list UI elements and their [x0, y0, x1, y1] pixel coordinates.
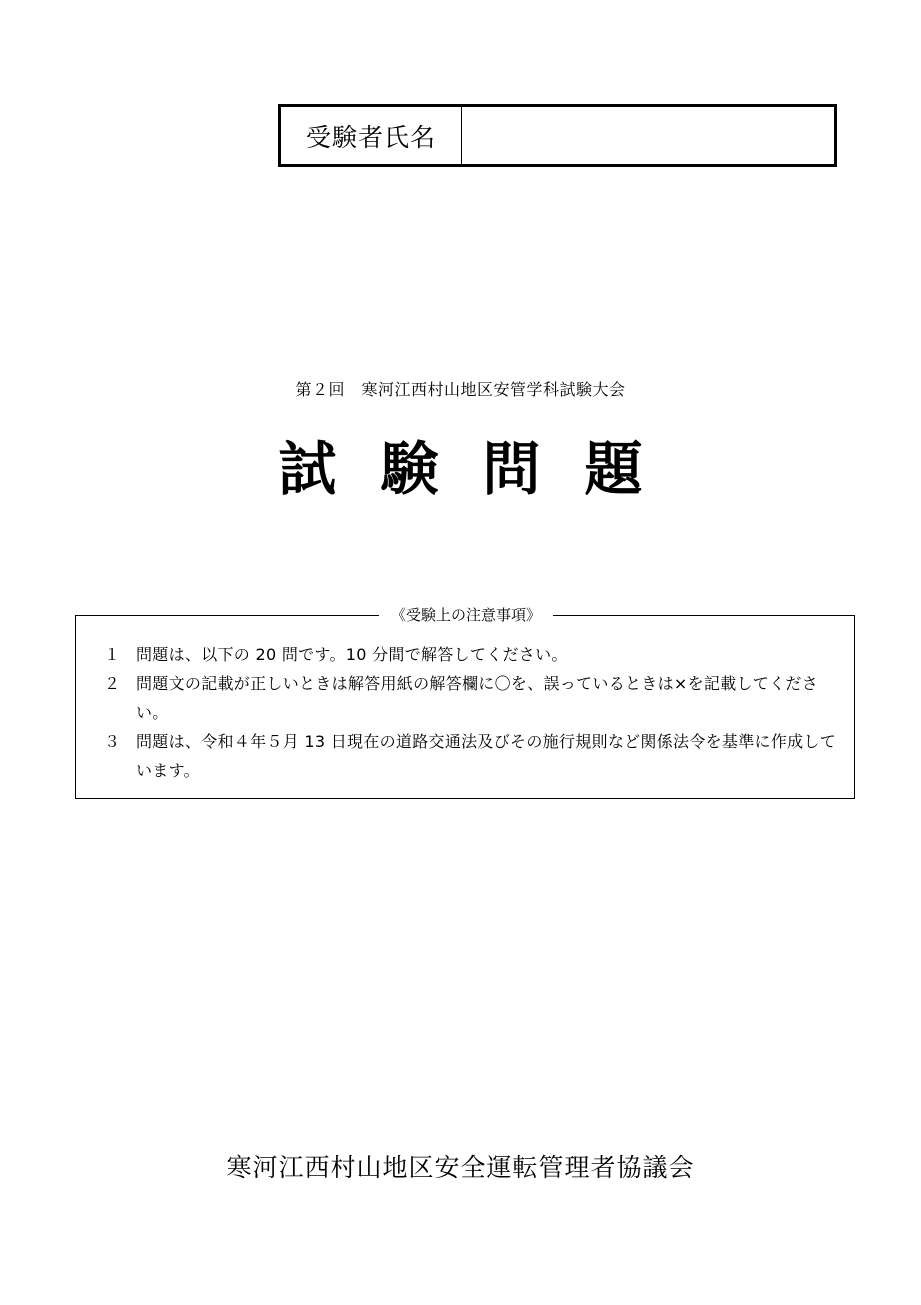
examinee-name-box [278, 104, 837, 167]
page-title: 試験問題 [278, 435, 687, 503]
notice-item [104, 727, 844, 785]
notice-item-number: ２ [104, 674, 121, 693]
notice-item-text: 問題は、令和４年５月 13 日現在の道路交通法及びその施行規則など関係法令を基準に作成しています。 [136, 732, 837, 780]
examinee-name-label: 受験者氏名 [281, 107, 462, 164]
notice-list [104, 640, 844, 785]
notice-item-text: 問題文の記載が正しいときは解答用紙の解答欄に〇を、誤っているときは×を記載してください。 [136, 674, 819, 722]
notice-heading-text: 《受験上の注意事項》 [379, 606, 553, 624]
notice-item-number: ３ [104, 732, 121, 751]
examinee-name-field[interactable] [462, 107, 834, 164]
notice-item [104, 669, 844, 727]
notice-heading [76, 604, 856, 626]
organization-name: 寒河江西村山地区安全運転管理者協議会 [226, 1153, 695, 1182]
notice-item-text: 問題は、以下の 20 問です。10 分間で解答してください。 [136, 645, 568, 664]
notice-item [104, 640, 844, 669]
notice-box [75, 606, 855, 799]
notice-item-number: １ [104, 645, 121, 664]
exam-event-subtitle: 第２回 寒河江西村山地区安管学科試験大会 [295, 380, 626, 399]
